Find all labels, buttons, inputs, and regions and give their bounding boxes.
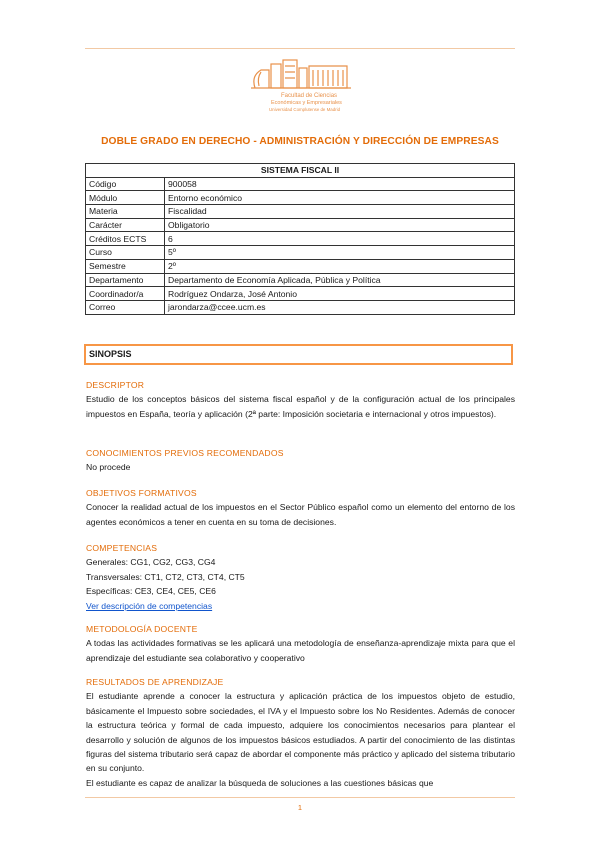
specific-competencies: Específicas: CE3, CE4, CE5, CE6: [86, 586, 216, 597]
row-value: Fiscalidad: [165, 205, 515, 219]
row-label: Coordinador/a: [86, 287, 165, 301]
row-label: Materia: [86, 205, 165, 219]
logo-line-3: Universidad Complutense de Madrid: [269, 107, 341, 112]
section-text: Conocer la realidad actual de los impuestos en el Sector Público español como un elemento del entorno de los agentes económicos a tener en cuenta en su toma de decisiones.: [86, 502, 515, 527]
row-label: Departamento: [86, 273, 165, 287]
row-label: Semestre: [86, 259, 165, 273]
general-competencies: Generales: CG1, CG2, CG3, CG4: [86, 557, 216, 568]
top-rule: [85, 48, 515, 49]
row-value: 6: [165, 232, 515, 246]
section-heading: DESCRIPTOR: [86, 380, 145, 390]
section-heading: METODOLOGÍA DOCENTE: [86, 624, 198, 634]
subject-info-table: [85, 163, 515, 315]
section-text: A todas las actividades formativas se les aplicará una metodología de enseñanza-aprendizaje mixta para que el aprendizaje del estudiante sea colaborativo y cooperativo: [86, 638, 515, 663]
bottom-rule: [85, 797, 515, 798]
row-label: Correo: [86, 300, 165, 314]
table-row: [86, 273, 515, 287]
row-value: 900058: [165, 177, 515, 191]
page-number: 1: [297, 803, 303, 812]
row-value: jarondarza@ccee.ucm.es: [165, 300, 515, 314]
competencies-link[interactable]: Ver descripción de competencias: [86, 600, 213, 611]
row-label: Curso: [86, 246, 165, 260]
methodology-section: [86, 622, 515, 665]
section-heading: OBJETIVOS FORMATIVOS: [86, 488, 197, 498]
learning-outcomes-section: [86, 675, 515, 790]
row-value: 2º: [165, 259, 515, 273]
section-text: El estudiante es capaz de analizar la búsqueda de soluciones a las cuestiones básicas que: [86, 777, 434, 788]
row-label: Carácter: [86, 218, 165, 232]
faculty-logo: [247, 58, 357, 114]
table-row: [86, 259, 515, 273]
row-label: Módulo: [86, 191, 165, 205]
row-label: Código: [86, 177, 165, 191]
row-value: Departamento de Economía Aplicada, Pública y Política: [165, 273, 515, 287]
logo-line-1: Facultad de Ciencias: [281, 93, 338, 99]
section-heading: RESULTADOS DE APRENDIZAJE: [86, 677, 224, 687]
row-value: 5º: [165, 246, 515, 260]
section-text: No procede: [86, 462, 131, 473]
section-heading: CONOCIMIENTOS PREVIOS RECOMENDADOS: [86, 448, 284, 458]
section-text: Estudio de los conceptos básicos del sistema fiscal español y de la configuración actual de los principales impuestos en España, teoría y aplicación (2ª parte: Imposición societaria e internacional y otros impuestos).: [86, 394, 515, 419]
descriptor-section: [86, 378, 515, 421]
degree-title: DOBLE GRADO EN DERECHO - ADMINISTRACIÓN Y DIRECCIÓN DE EMPRESAS: [101, 136, 499, 147]
table-row: [86, 246, 515, 260]
subject-table-header: SISTEMA FISCAL II: [86, 164, 515, 178]
section-text: El estudiante aprende a conocer la estructura y aplicación práctica de los impuestos objeto de estudio, básicamente el Impuesto sobre sociedades, el IVA y el Impuesto sobre los No Residentes. Además de conocer la estructura teórica y formal de cada impuesto, adquiere los conocimientos necesarios para plantear el desarrollo y solución de algunos de los impuestos básicos estudiados. A partir del conocimiento de las distintas figuras del sistema tributario será capaz de abordar el componente más práctico y aplicado del sistema tributario en su conjunto.: [86, 691, 515, 774]
row-value: Obligatorio: [165, 218, 515, 232]
table-row: [86, 191, 515, 205]
table-row: [86, 177, 515, 191]
prior-knowledge-section: [86, 446, 515, 475]
transversal-competencies: Transversales: CT1, CT2, CT3, CT4, CT5: [86, 571, 245, 582]
row-value: Rodríguez Ondarza, José Antonio: [165, 287, 515, 301]
logo-line-2: Económicas y Empresariales: [271, 100, 342, 106]
table-row: [86, 218, 515, 232]
table-row: [86, 287, 515, 301]
section-heading: COMPETENCIAS: [86, 543, 158, 553]
row-label: Créditos ECTS: [86, 232, 165, 246]
objectives-section: [86, 486, 515, 529]
row-value: Entorno económico: [165, 191, 515, 205]
sinopsis-heading: SINOPSIS: [84, 344, 513, 365]
table-row: [86, 205, 515, 219]
table-row: [86, 300, 515, 314]
competencies-section: [86, 541, 515, 613]
table-row: [86, 232, 515, 246]
